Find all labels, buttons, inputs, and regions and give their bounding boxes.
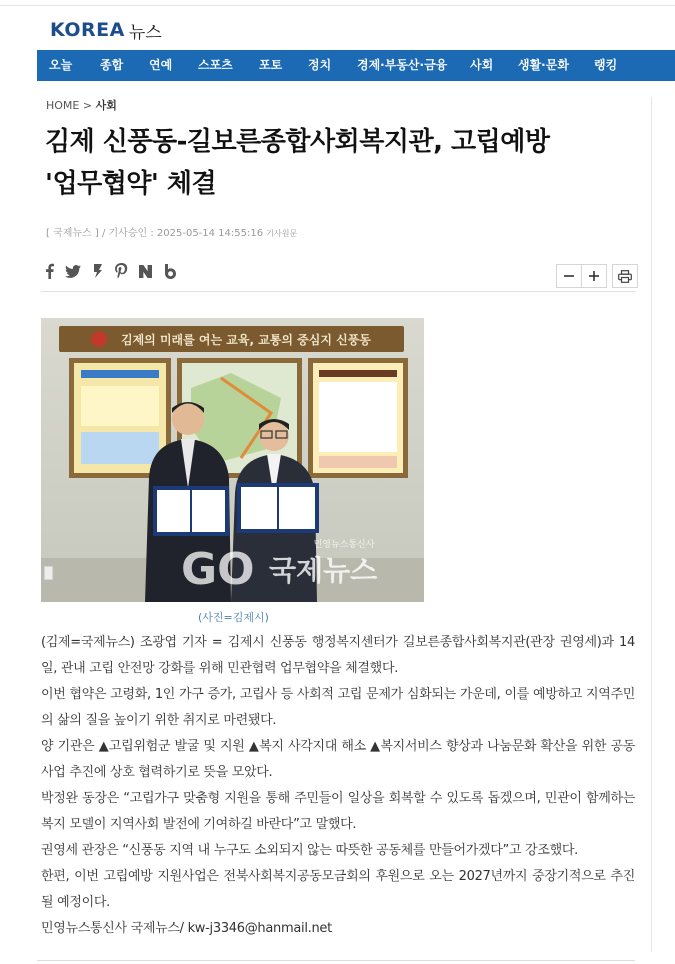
nav-item-economy[interactable]: 경제·부동산·금융 — [357, 58, 448, 72]
breadcrumb-home[interactable]: HOME — [46, 99, 80, 112]
nav-item-entertainment[interactable]: 연예 — [149, 58, 173, 72]
facebook-icon[interactable] — [41, 261, 57, 281]
zoom-in-icon[interactable] — [581, 264, 607, 288]
logo-korea-text: KOREA — [50, 19, 125, 41]
breadcrumb-separator: > — [82, 99, 93, 112]
article-meta-text: [ 국제뉴스 ] / 기사승인 : 2025-05-14 14:55:16 — [46, 228, 264, 239]
article-byline: 민영뉴스통신사 국제뉴스/ kw-j3346@hanmail.net — [41, 921, 332, 936]
nav-item-ranking[interactable]: 랭킹 — [594, 58, 618, 72]
article-meta — [46, 224, 297, 239]
logo-news-text: 뉴스 — [128, 22, 162, 43]
article-photo — [41, 318, 424, 602]
nav-item-sports[interactable]: 스포츠 — [198, 58, 233, 72]
nav-item-society[interactable]: 사회 — [470, 58, 494, 72]
article-paragraph: 이번 협약은 고령화, 1인 가구 증가, 고립사 등 사회적 고립 문제가 심화되는 가운데, 이를 예방하고 지역주민의 삶의 질을 높이기 위한 취지로 마련됐다. — [41, 687, 635, 728]
nav-item-photo[interactable]: 포토 — [259, 58, 283, 72]
naver-icon[interactable] — [137, 261, 153, 281]
top-border — [0, 0, 675, 6]
twitter-icon[interactable] — [65, 261, 81, 281]
article-paragraph: (김제=국제뉴스) 조광엽 기자 = 김제시 신풍동 행정복지센터가 길보른종합사회복지관(관장 권영세)과 14일, 관내 고립 안전망 강화를 위해 민관협력 업무협약을 체결했다. — [41, 635, 635, 676]
article-title-line1: 김제 신풍동-길보른종합사회복지관, 고립예방 — [45, 127, 550, 157]
photo-watermark-text: 국제뉴스 — [269, 554, 378, 587]
nav-item-politics[interactable]: 정치 — [308, 58, 332, 72]
article-paragraph: 권영세 관장은 “신풍동 지역 내 누구도 소외되지 않는 따뜻한 공동체를 만들어가겠다”고 강조했다. — [41, 843, 578, 858]
article-photo-illustration — [41, 318, 424, 602]
breadcrumb-section[interactable]: 사회 — [95, 99, 117, 112]
article-title — [45, 121, 635, 205]
article-tools — [557, 264, 638, 288]
site-logo[interactable] — [50, 17, 162, 43]
header-divider — [41, 291, 636, 292]
photo-watermark-logo: GO — [181, 544, 255, 595]
share-bar — [41, 261, 185, 283]
article-paragraph: 양 기관은 ▲고립위험군 발굴 및 지원 ▲복지 사각지대 해소 ▲복지서비스 향상과 나눔문화 확산을 위한 공동사업 추진에 상호 협력하기로 뜻을 모았다. — [41, 739, 635, 780]
photo-caption: (사진=김제시) — [198, 611, 269, 624]
footer-divider — [37, 960, 635, 961]
photo-sign-text: 김제의 미래를 여는 교육, 교통의 중심지 신풍동 — [121, 333, 371, 347]
band-icon[interactable] — [161, 261, 177, 281]
main-nav — [37, 50, 675, 81]
article-title-line2: '업무협약' 체결 — [45, 169, 217, 199]
nav-item-life-culture[interactable]: 생활·문화 — [518, 58, 569, 72]
article-paragraph: 박정완 동장은 “고립가구 맞춤형 지원을 통해 주민들이 일상을 회복할 수 있도록 돕겠으며, 민관이 함께하는 복지 모델이 지역사회 발전에 기여하길 바란다”고 말했다. — [41, 791, 635, 832]
photo-watermark-small: 민영뉴스통신사 — [313, 540, 375, 550]
article-paragraph: 한편, 이번 고립예방 지원사업은 전북사회복지공동모금회의 후원으로 오는 2027년까지 중장기적으로 추진될 예정이다. — [41, 869, 635, 910]
zoom-out-icon[interactable] — [556, 264, 582, 288]
article-body — [41, 630, 635, 942]
print-icon[interactable] — [612, 264, 638, 288]
breadcrumb — [46, 97, 117, 113]
kakaostory-icon[interactable] — [89, 261, 105, 281]
column-divider — [651, 97, 652, 952]
pinterest-icon[interactable] — [113, 261, 129, 281]
nav-item-general[interactable]: 종합 — [100, 58, 124, 72]
nav-item-today[interactable]: 오늘 — [49, 58, 73, 72]
original-article-link[interactable]: 기사원문 — [266, 229, 298, 238]
